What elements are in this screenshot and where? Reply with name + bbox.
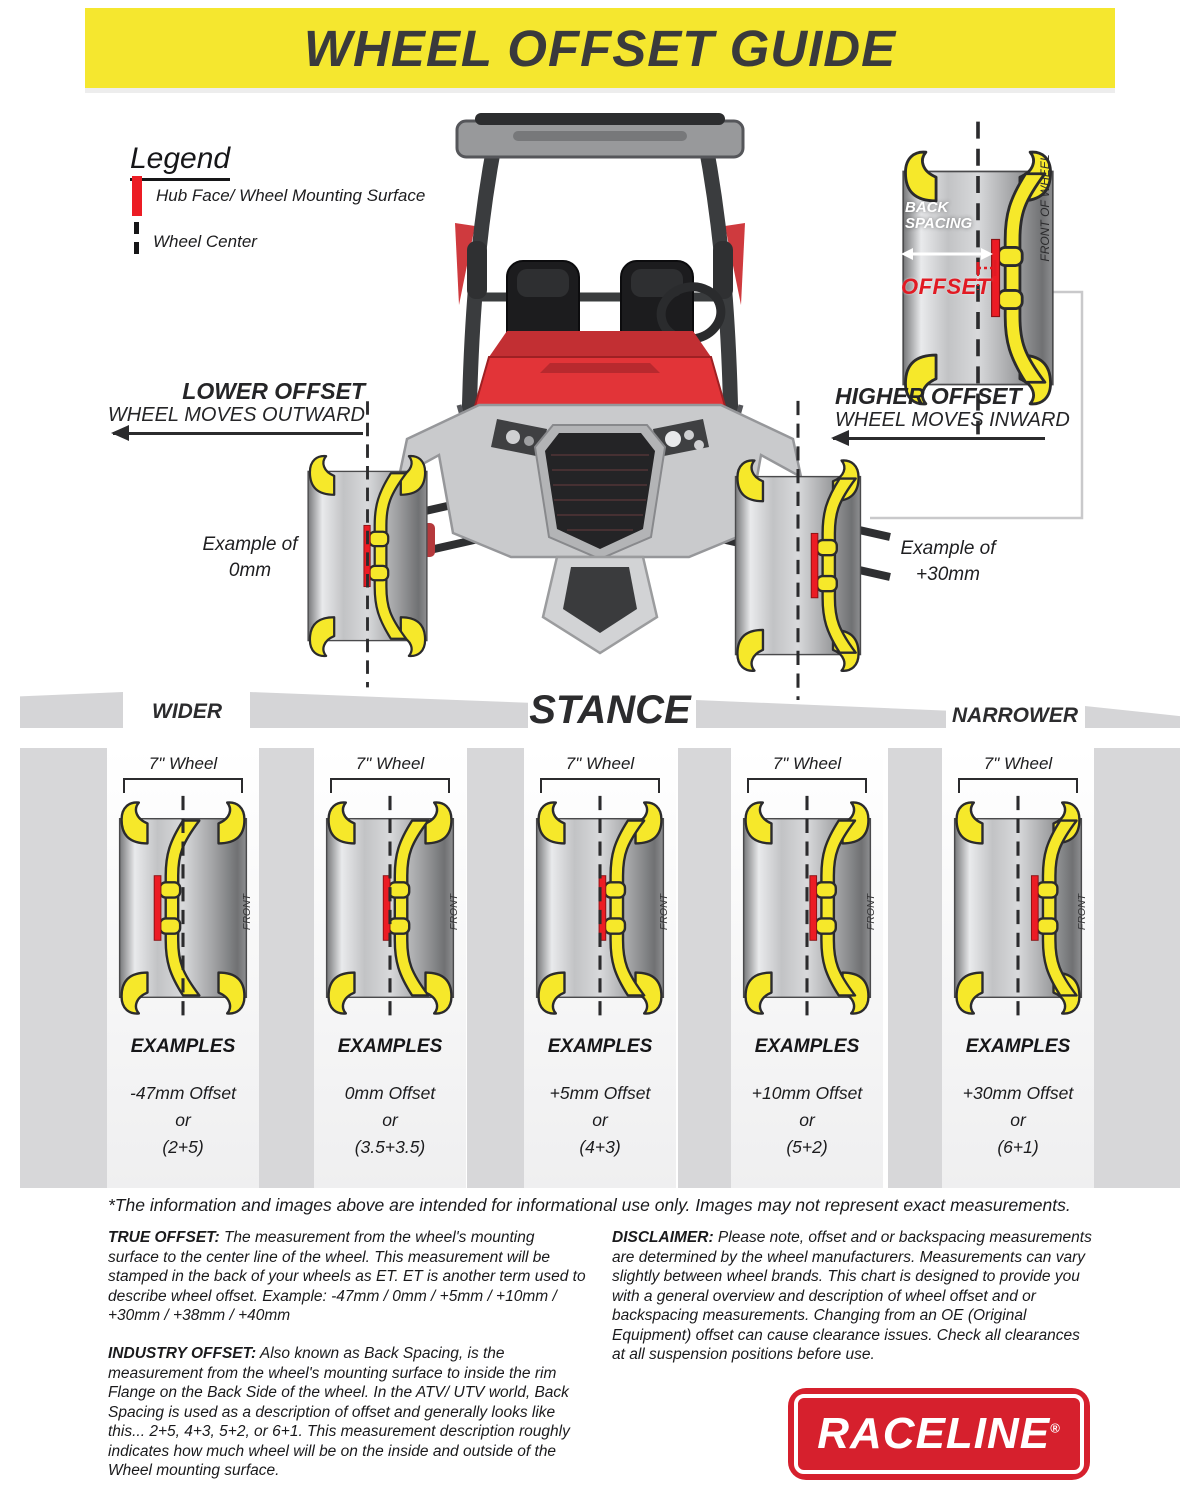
front-label: FRONT xyxy=(657,893,670,931)
examples-heading: EXAMPLES xyxy=(547,1036,653,1057)
example-callout-line1: Example of xyxy=(900,538,996,559)
hub-face-swatch-icon xyxy=(132,176,142,216)
front-label: FRONT xyxy=(240,893,253,931)
examples-heading: EXAMPLES xyxy=(130,1036,236,1057)
stance-cell-2 xyxy=(314,748,466,1188)
raceline-logo-inner xyxy=(794,1394,1084,1474)
legend-title: Legend xyxy=(130,142,230,181)
offset-diagram xyxy=(893,142,1063,388)
true-offset-paragraph xyxy=(108,1228,588,1326)
stance-wedge-1 xyxy=(20,692,123,728)
cage-post-right xyxy=(713,241,733,299)
example-wheel-0mm xyxy=(300,448,435,676)
wheel-width-bracket xyxy=(330,778,450,793)
wheel-size-label: 7" Wheel xyxy=(148,754,218,773)
header-banner xyxy=(85,8,1115,88)
front-label: FRONT xyxy=(1075,893,1088,931)
offset-example-text: +5mm Offset or (4+3) xyxy=(549,1083,651,1158)
lower-offset-title: LOWER OFFSET xyxy=(182,378,365,404)
true-offset-label: TRUE OFFSET: xyxy=(108,1229,220,1246)
wheel-width-bracket xyxy=(540,778,660,793)
hood-cowl xyxy=(489,331,711,357)
stance-cell-1 xyxy=(107,748,259,1188)
page-title: WHEEL OFFSET GUIDE xyxy=(303,19,897,77)
offset-label: OFFSET xyxy=(901,274,991,299)
legend-item-label: Hub Face/ Wheel Mounting Surface xyxy=(156,186,426,205)
wheel-size-label: 7" Wheel xyxy=(565,754,635,773)
wheel-size-label: 7" Wheel xyxy=(772,754,842,773)
stance-wedge-2 xyxy=(250,692,528,728)
lower-offset-arrow xyxy=(113,432,363,435)
stance-cell-3 xyxy=(524,748,676,1188)
example-callout-plus30mm xyxy=(878,536,1018,587)
offset-example-text: +30mm Offset or (6+1) xyxy=(962,1083,1074,1158)
legend-item-wheel-center xyxy=(134,222,257,262)
roof-rail xyxy=(475,113,725,125)
industry-offset-text: Also known as Back Spacing, is the measurement from the wheel's mounting surface to inside the rim Flange on the Back Side of the wheel. In the ATV/ UTV world, Back Spacing is used as a description of offset and generally looks like this... 2+5, 4+3, 5+2, or 6+1. This measurement description roughly indicates how much wheel will be on the inside and outside of the Wheel mounting surface. xyxy=(108,1345,570,1480)
stance-cell-5 xyxy=(942,748,1094,1188)
front-label: FRONT xyxy=(447,893,460,931)
raceline-logo xyxy=(788,1388,1090,1480)
examples-heading: EXAMPLES xyxy=(965,1036,1071,1057)
wheel-size-label: 7" Wheel xyxy=(983,754,1053,773)
raceline-logo-text xyxy=(817,1409,1061,1458)
back-spacing-label: BACK SPACING xyxy=(905,199,973,232)
headlight-left xyxy=(506,430,520,444)
headlight-right-3 xyxy=(694,440,704,450)
front-label: FRONT xyxy=(864,893,877,931)
industry-offset-paragraph xyxy=(108,1344,588,1481)
disclaimer-text: Please note, offset and or backspacing measurements are determined by the wheel manufacturers. Measurements can vary slightly between wheel brands. This chart is designed to provide you with a general overview and description of wheel offset and or backspacing measurements. Changing from an OE (Original Equipment) offset can cause clearance issues. Check all clearances at all suspension positions before use. xyxy=(612,1229,1092,1364)
headlight-left-2 xyxy=(524,436,534,446)
offset-example-text: +10mm Offset or (5+2) xyxy=(751,1083,863,1158)
offset-example-text: 0mm Offset or (3.5+3.5) xyxy=(344,1083,436,1158)
wheel-width-bracket xyxy=(747,778,867,793)
stance-cell-4 xyxy=(731,748,883,1188)
wheel-cross-section xyxy=(318,794,462,1022)
example-callout-0mm xyxy=(185,532,315,583)
roof-vent xyxy=(513,131,687,141)
stance-title: STANCE xyxy=(529,688,691,732)
wheel-cross-section xyxy=(946,794,1090,1022)
examples-heading: EXAMPLES xyxy=(754,1036,860,1057)
lower-offset-subtitle: WHEEL MOVES OUTWARD xyxy=(107,404,365,426)
hood-vent xyxy=(540,363,660,373)
wheel-cross-section xyxy=(735,794,879,1022)
example-callout-line2: +30mm xyxy=(916,563,980,585)
wheel-width-bracket xyxy=(123,778,243,793)
higher-offset-subtitle: WHEEL MOVES INWARD xyxy=(835,409,1070,431)
example-wheel-plus30mm xyxy=(727,452,869,690)
stance-wedge-4 xyxy=(1085,706,1180,728)
wheel-size-label: 7" Wheel xyxy=(355,754,425,773)
offset-example-text: -47mm Offset or (2+5) xyxy=(130,1083,236,1158)
headrest-left xyxy=(517,269,569,297)
examples-heading: EXAMPLES xyxy=(337,1036,443,1057)
wheel-cross-section xyxy=(111,794,255,1022)
stance-wider-label: WIDER xyxy=(152,700,222,723)
wheel-center-dash-icon xyxy=(134,222,139,262)
cage-post-left xyxy=(467,241,487,299)
higher-offset-arrow xyxy=(833,437,1045,440)
higher-offset-title: HIGHER OFFSET xyxy=(835,383,1022,409)
front-of-wheel-label: FRONT OF WHEEL xyxy=(1038,154,1052,262)
true-offset-text: The measurement from the wheel's mounting surface to the center line of the wheel. This measurement will be stamped in the back of your wheels as ET. ET is another term used to describe wheel offset. Example: -47mm / 0mm / +5mm / +10mm / +30mm / +38mm / +40mm xyxy=(108,1229,586,1325)
wheel-cross-section xyxy=(528,794,672,1022)
stance-narrower-label: NARROWER xyxy=(952,704,1078,727)
example-callout-line1: Example of xyxy=(202,534,298,555)
brand-name: RACELINE xyxy=(817,1409,1051,1458)
disclaimer-paragraph xyxy=(612,1228,1097,1365)
headlight-right xyxy=(665,431,681,447)
footnote: *The information and images above are intended for informational use only. Images may not represent exact measurements. xyxy=(108,1195,1071,1215)
example-callout-line2: 0mm xyxy=(228,559,272,581)
wheel-width-bracket xyxy=(958,778,1078,793)
legend-item-label: Wheel Center xyxy=(153,232,257,251)
stance-wedge-3 xyxy=(696,700,946,728)
headlight-right-2 xyxy=(684,430,694,440)
disclaimer-label: DISCLAIMER: xyxy=(612,1229,714,1246)
industry-offset-label: INDUSTRY OFFSET: xyxy=(108,1345,257,1362)
registered-mark: ® xyxy=(1050,1420,1061,1436)
